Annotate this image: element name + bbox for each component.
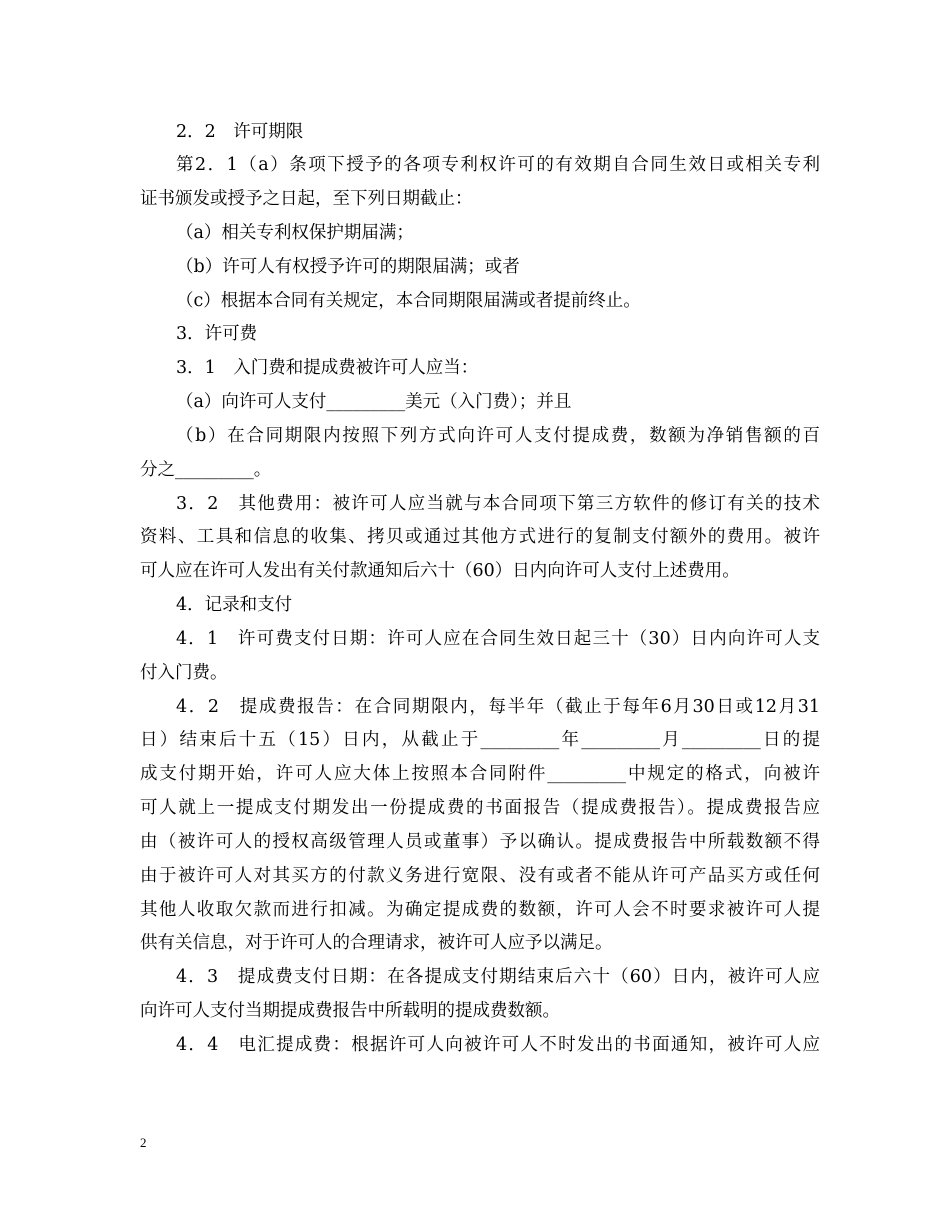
paragraph-line: 向许可人支付当期提成费报告中所载明的提成费数额。 [140, 1001, 560, 1021]
paragraph-line: 可人就上一提成支付期发出一份提成费的书面报告（提成费报告）。提成费报告应 [140, 798, 820, 818]
paragraph-line: 分之_________。 [140, 460, 272, 480]
paragraph-line: 成支付期开始，许可人应大体上按照本合同附件_________中规定的格式，向被许 [140, 764, 820, 784]
paragraph-line: 供有关信息，对于许可人的合理请求，被许可人应予以满足。 [140, 933, 613, 953]
list-item-a: （a）向许可人支付_________美元（入门费）；并且 [176, 392, 572, 412]
paragraph-line: 由（被许可人的授权高级管理人员或董事）予以确认。提成费报告中所载数额不得 [140, 832, 820, 852]
section-heading-4: 4．记录和支付 [176, 595, 293, 615]
paragraph-line: 由于被许可人对其买方的付款义务进行宽限、没有或者不能从许可产品买方或任何 [140, 866, 820, 886]
paragraph-line: 其他人收取欠款而进行扣减。为确定提成费的数额，许可人会不时要求被许可人提 [140, 900, 820, 920]
paragraph-line: 资料、工具和信息的收集、拷贝或通过其他方式进行的复制支付额外的费用。被许 [140, 527, 820, 547]
paragraph-line: 证书颁发或授予之日起，至下列日期截止： [140, 189, 473, 209]
section-heading-3-1: 3．1 入门费和提成费被许可人应当： [176, 358, 479, 378]
paragraph-line: 日）结束后十五（15）日内，从截止于_________年_________月_________日的提 [140, 730, 820, 750]
list-item-c: （c）根据本合同有关规定，本合同期限届满或者提前终止。 [176, 291, 641, 311]
section-heading-2-2: 2．2 许可期限 [176, 122, 304, 142]
list-item-b: （b）许可人有权授予许可的期限届满；或者 [176, 257, 520, 277]
list-item-a: （a）相关专利权保护期届满； [176, 223, 414, 243]
paragraph-line: 付入门费。 [140, 663, 228, 683]
section-heading-3: 3．许可费 [176, 324, 258, 344]
section-4-2-line: 4．2 提成费报告：在合同期限内，每半年（截止于每年6月30日或12月31 [176, 697, 820, 717]
section-3-2-line: 3．2 其他费用：被许可人应当就与本合同项下第三方软件的修订有关的技术 [176, 494, 820, 514]
list-item-b: （b）在合同期限内按照下列方式向许可人支付提成费，数额为净销售额的百 [176, 426, 820, 446]
page-number: 2 [140, 1135, 147, 1150]
section-4-3-line: 4．3 提成费支付日期：在各提成支付期结束后六十（60）日内，被许可人应 [176, 967, 820, 987]
section-4-1-line: 4．1 许可费支付日期：许可人应在合同生效日起三十（30）日内向许可人支 [176, 629, 820, 649]
paragraph-line: 可人应在许可人发出有关付款通知后六十（60）日内向许可人支付上述费用。 [140, 561, 740, 581]
section-4-4-line: 4．4 电汇提成费：根据许可人向被许可人不时发出的书面通知，被许可人应 [176, 1035, 820, 1055]
paragraph-line: 第2．1（a）条项下授予的各项专利权许可的有效期自合同生效日或相关专利 [176, 155, 820, 175]
